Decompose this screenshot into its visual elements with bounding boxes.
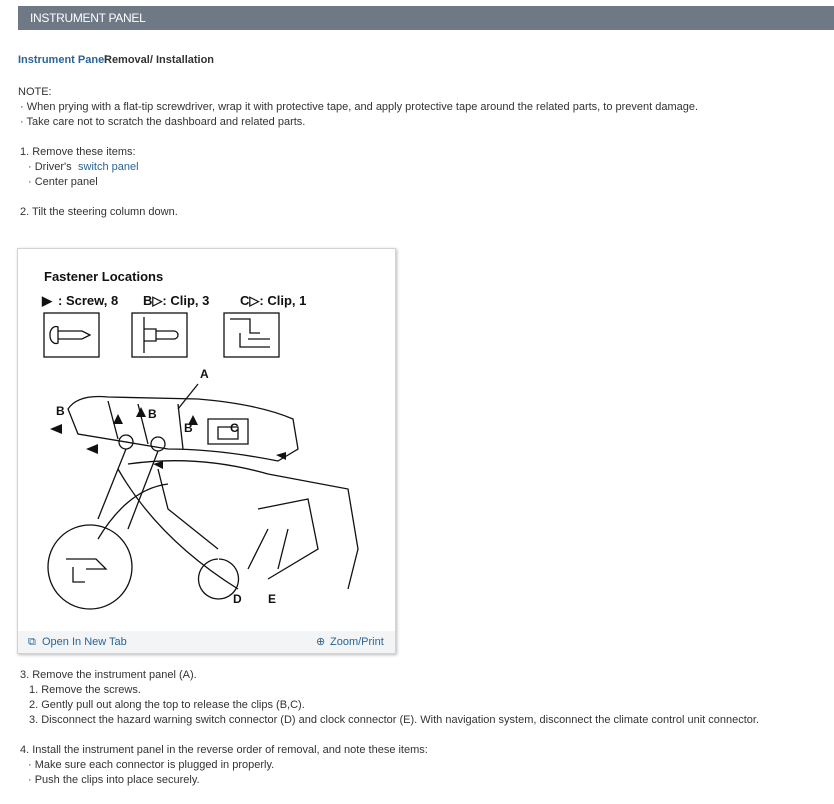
step-4-item: · Make sure each connector is plugged in properly. <box>28 759 275 771</box>
clip-b-box <box>132 313 187 357</box>
step-4: 4. Install the instrument panel in the reverse order of removal, and note these items: <box>20 744 428 756</box>
step-3-sub: 2. Gently pull out along the top to release the clips (B,C). <box>29 699 305 711</box>
step-3-sub: 3. Disconnect the hazard warning switch connector (D) and clock connector (E). With navigation system, disconnect the climate control unit connector. <box>29 714 760 726</box>
clip-b-icon <box>144 317 178 353</box>
instrument-panel-link[interactable]: Instrument Panel <box>18 54 108 66</box>
legend-clip-c: C▷: Clip, 1 <box>240 293 307 308</box>
callout-c: C <box>230 421 239 435</box>
note-item: · Take care not to scratch the dashboard and related parts. <box>20 116 306 128</box>
step-4-item: · Push the clips into place securely. <box>28 774 200 786</box>
open-new-tab-button[interactable]: Open In New Tab <box>42 636 127 648</box>
instrument-panel-diagram <box>18 249 395 629</box>
step-1: 1. Remove these items: <box>20 146 136 158</box>
subtitle-text: Removal/ Installation <box>104 54 215 66</box>
detail-circle <box>48 525 132 609</box>
step-1-item: · Center panel <box>28 176 98 188</box>
note-item: · When prying with a flat-tip screwdriver, wrap it with protective tape, and apply protective tape around the related parts, to prevent damage. <box>20 101 699 113</box>
callout-a: A <box>200 367 209 381</box>
callout-b: B <box>56 404 65 418</box>
screw-icon <box>50 327 90 344</box>
callout-line-a <box>178 384 198 409</box>
new-tab-icon[interactable]: ⧉ <box>28 636 36 648</box>
step-3-sub: 1. Remove the screws. <box>29 684 141 696</box>
callout-b: B <box>148 407 157 421</box>
legend-clip-b: B▷: Clip, 3 <box>143 293 210 308</box>
screw-markers <box>50 407 286 469</box>
clip-c-icon <box>230 319 270 347</box>
zoom-print-button[interactable]: Zoom/Print <box>330 636 384 648</box>
legend-screw: : Screw, 8 <box>58 293 119 308</box>
screw-arrow-icon: ▶ <box>42 293 52 308</box>
figure-panel <box>17 248 396 654</box>
step-2: 2. Tilt the steering column down. <box>20 206 178 218</box>
step-1-item-text: · Driver's <box>28 161 72 173</box>
zoom-icon[interactable]: ⊕ <box>316 636 326 648</box>
figure-footer <box>18 631 395 653</box>
section-header: INSTRUMENT PANEL <box>18 6 834 30</box>
callout-e: E <box>268 592 277 606</box>
panel-outline <box>68 397 298 462</box>
note-label: NOTE: <box>18 86 52 98</box>
step-3: 3. Remove the instrument panel (A). <box>20 669 197 681</box>
callout-d: D <box>233 592 242 606</box>
switch-panel-link[interactable]: switch panel <box>78 161 139 173</box>
figure-title: Fastener Locations <box>44 269 164 284</box>
callout-b: B <box>184 421 193 435</box>
